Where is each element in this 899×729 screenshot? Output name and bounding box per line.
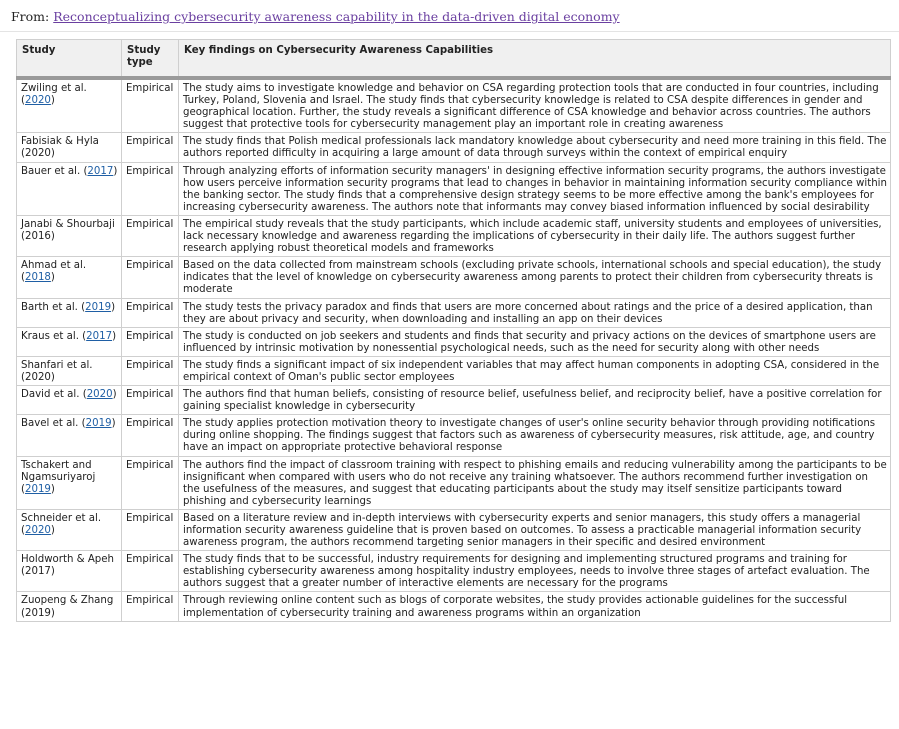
table-row: [17, 386, 891, 415]
cell-key-finding: The study applies protection motivation theory to investigate changes of user's online security behavior through providing notifications during online shopping. The findings suggest that factors such as awareness of cybersecurity measures, risk attitude, age, and country have an impact on appropriate protective behavioral response: [179, 415, 891, 456]
cell-key-finding: The study finds that to be successful, industry requirements for designing and implementing structured programs and training for establishing cybersecurity awareness among hospitality industry employees, needs to involve three stages of artefact evaluation. The authors suggest that a greater number of interactive elements are necessary for the programs: [179, 551, 891, 592]
source-article-link[interactable]: Reconceptualizing cybersecurity awareness capability in the data-driven digital economy: [53, 9, 620, 24]
cell-study: Zuopeng & Zhang (2019): [17, 592, 122, 621]
cell-study-type: Empirical: [122, 78, 179, 133]
cell-study-type: Empirical: [122, 215, 179, 256]
table-row: [17, 133, 891, 162]
cell-study: Tschakert and Ngamsuriyaroj (2019): [17, 456, 122, 509]
study-author: Janabi & Shourbaji: [21, 218, 115, 230]
cell-study-type: Empirical: [122, 551, 179, 592]
study-author: Kraus et al.: [21, 330, 83, 342]
cell-study: Ahmad et al. (2018): [17, 257, 122, 298]
table-row: [17, 327, 891, 356]
cell-key-finding: The study aims to investigate knowledge and behavior on CSA regarding protection tools that are conducted in four countries, including Turkey, Poland, Slovenia and Israel. The study finds that cybersecurity knowledge is related to CSA despite differences in gender and geographical location. Further, the study reveals a significant difference of CSA knowledge and behavior across countries. The authors suggest that protective tools for cybersecurity management play an important role in creating awareness: [179, 78, 891, 133]
study-author: Barth et al.: [21, 301, 82, 313]
study-year-link[interactable]: 2019: [85, 418, 112, 430]
table-row: [17, 298, 891, 327]
cell-key-finding: The empirical study reveals that the study participants, which include academic staff, university students and employees of universities, lack necessary knowledge and awareness regarding the implications of cybersecurity in their daily life. The authors suggest further research applying robust theoretical models and frameworks: [179, 215, 891, 256]
cell-study-type: Empirical: [122, 162, 179, 215]
cell-study: Holdworth & Apeh (2017): [17, 551, 122, 592]
study-author: Zuopeng & Zhang: [21, 595, 114, 607]
study-year-link[interactable]: 2019: [24, 483, 51, 495]
cell-study: Shanfari et al. (2020): [17, 356, 122, 385]
table-row: [17, 257, 891, 298]
study-author: Bauer et al.: [21, 165, 84, 177]
study-year-link[interactable]: 2019: [85, 301, 112, 313]
cell-study-type: Empirical: [122, 592, 179, 621]
cell-study: Janabi & Shourbaji (2016): [17, 215, 122, 256]
cell-key-finding: The study finds a significant impact of six independent variables that may affect human components in adopting CSA, considered in the empirical context of Oman's public sector employees: [179, 356, 891, 385]
header-study-type: Study type: [122, 40, 179, 79]
study-author: Schneider et al.: [21, 512, 102, 524]
cell-key-finding: Through reviewing online content such as blogs of corporate websites, the study provides actionable guidelines for the successful implementation of cybersecurity training and awareness programs within an organization: [179, 592, 891, 621]
source-prefix: From:: [11, 9, 50, 24]
study-author: Zwiling et al.: [21, 83, 87, 94]
cell-study: David et al. (2020): [17, 386, 122, 415]
study-author: Holdworth & Apeh: [21, 554, 114, 566]
cell-study-type: Empirical: [122, 386, 179, 415]
cell-study: Bavel et al. (2019): [17, 415, 122, 456]
cell-study-type: Empirical: [122, 298, 179, 327]
source-line: [11, 9, 620, 24]
study-year: 2016: [24, 231, 51, 243]
table-body: [17, 78, 891, 621]
cell-study-type: Empirical: [122, 509, 179, 550]
cell-study-type: Empirical: [122, 257, 179, 298]
cell-key-finding: The study is conducted on job seekers and students and finds that security and privacy actions on the devices of smartphone users are influenced by intrinsic motivation by nonessential psychological needs, such as the need for security along with other needs: [179, 327, 891, 356]
study-author: Bavel et al.: [21, 418, 82, 430]
study-year: 2020: [24, 148, 51, 160]
header-study: Study: [17, 40, 122, 79]
table-header-row: [17, 40, 891, 79]
study-year-link[interactable]: 2018: [24, 272, 51, 284]
cell-key-finding: Based on a literature review and in-depth interviews with cybersecurity experts and senior managers, this study offers a managerial information security awareness guideline that is proven based on outcomes. To assess a practicable managerial information security awareness program, the authors recommend targeting senior managers in their specific and desired environment: [179, 509, 891, 550]
table-row: [17, 592, 891, 621]
table-row: [17, 215, 891, 256]
cell-key-finding: Through analyzing efforts of information security managers' in designing effective information security programs, the authors investigate how users perceive information security programs that lead to changes in behavior in maintaining information security compliance within the banking sector. The study finds that a comprehensive design strategy seems to be more effective among the bank's employees for increasing cybersecurity awareness. The authors note that informants may convey biased information influenced by social desirability: [179, 162, 891, 215]
study-year-link[interactable]: 2020: [24, 95, 51, 107]
study-year: 2019: [24, 607, 51, 619]
divider: [0, 31, 899, 32]
study-author: David et al.: [21, 389, 83, 401]
study-author: Shanfari et al.: [21, 359, 93, 371]
header-key-findings: Key findings on Cybersecurity Awareness Capabilities: [179, 40, 891, 79]
table-row: [17, 509, 891, 550]
cell-key-finding: Based on the data collected from mainstream schools (excluding private schools, international schools and special education), the study indicates that the level of knowledge on cybersecurity awareness among parents to protect their children from cybersecurity threats is moderate: [179, 257, 891, 298]
cell-study: Kraus et al. (2017): [17, 327, 122, 356]
table-row: [17, 456, 891, 509]
cell-key-finding: The authors find that human beliefs, consisting of resource belief, usefulness belief, and reciprocity belief, have a positive correlation for gaining specialist knowledge in cybersecurity: [179, 386, 891, 415]
cell-study: Barth et al. (2019): [17, 298, 122, 327]
table-row: [17, 78, 891, 133]
table-row: [17, 551, 891, 592]
table-row: [17, 356, 891, 385]
table-row: [17, 415, 891, 456]
cell-study: Schneider et al. (2020): [17, 509, 122, 550]
table-row: [17, 162, 891, 215]
study-year: 2020: [24, 371, 51, 383]
cell-study-type: Empirical: [122, 133, 179, 162]
cell-key-finding: The study finds that Polish medical professionals lack mandatory knowledge about cybersecurity and need more training in this field. The authors reported difficulty in acquiring a large amount of data through surveys within the context of empirical enquiry: [179, 133, 891, 162]
cell-study-type: Empirical: [122, 415, 179, 456]
cell-study: Zwiling et al. (2020): [17, 78, 122, 133]
study-year: 2017: [24, 566, 51, 578]
study-year-link[interactable]: 2020: [24, 525, 51, 536]
findings-table: [16, 39, 891, 622]
study-author: Ahmad et al.: [21, 260, 87, 272]
study-author: Tschakert and Ngamsuriyaroj: [21, 459, 96, 483]
study-year-link[interactable]: 2020: [86, 389, 113, 401]
cell-study: Fabisiak & Hyla (2020): [17, 133, 122, 162]
cell-study-type: Empirical: [122, 456, 179, 509]
cell-key-finding: The study tests the privacy paradox and finds that users are more concerned about ratings and the price of a desired application, than they are about privacy and security, when downloading and installing an app on their devices: [179, 298, 891, 327]
cell-study-type: Empirical: [122, 356, 179, 385]
study-year-link[interactable]: 2017: [87, 165, 114, 177]
cell-study-type: Empirical: [122, 327, 179, 356]
cell-key-finding: The authors find the impact of classroom training with respect to phishing emails and reducing vulnerability among the participants to be insignificant when compared with users who do not receive any training whatsoever. The authors recommend further investigation on the usefulness of the measures, and suggest that educating participants about the study may itself sensitize participants toward phishing and cybersecurity learnings: [179, 456, 891, 509]
study-year-link[interactable]: 2017: [86, 330, 113, 342]
study-author: Fabisiak & Hyla: [21, 136, 99, 148]
cell-study: Bauer et al. (2017): [17, 162, 122, 215]
